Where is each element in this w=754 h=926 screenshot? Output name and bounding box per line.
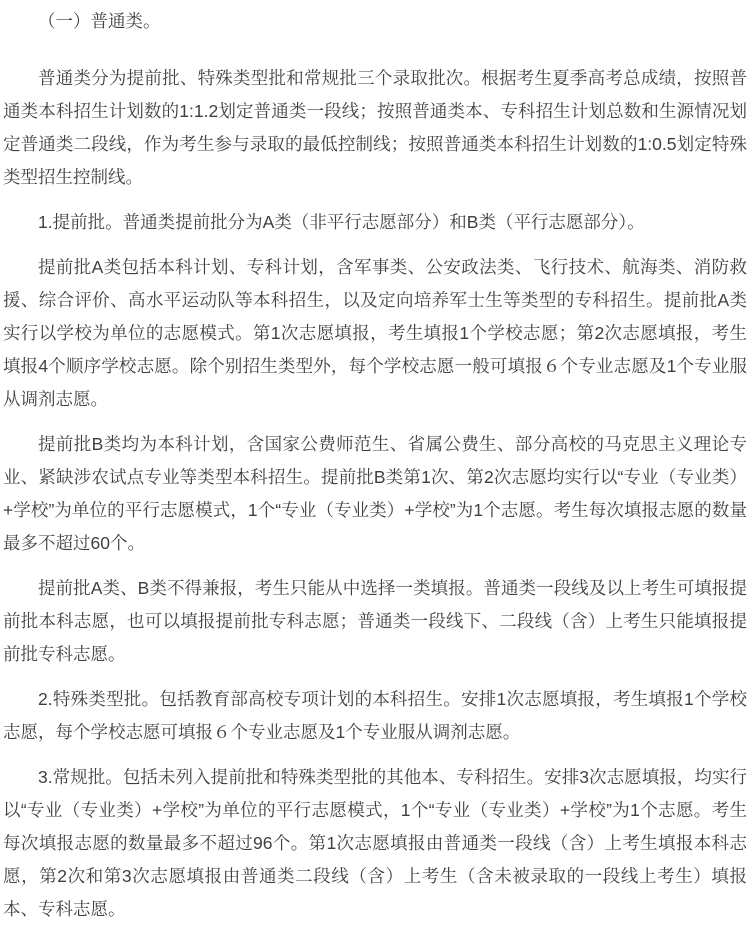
paragraph-batch-overview: 普通类分为提前批、特殊类型批和常规批三个录取批次。根据考生夏季高考总成绩，按照普通类本科招生计划数的1:1.2划定普通类一段线；按照普通类本、专科招生计划总数和生源情况划定普通类二段线，作为考生参与录取的最低控制线；按照普通类本科招生计划数的1:0.5划定特殊类型招生控制线。: [3, 68, 747, 187]
paragraph-special-type-batch: 2.特殊类型批。包括教育部高校专项计划的本科招生。安排1次志愿填报，考生填报1个学校志愿，每个学校志愿可填报６个专业志愿及1个专业服从调剂志愿。: [3, 689, 747, 742]
paragraph-early-batch-intro: 1.提前批。普通类提前批分为A类（非平行志愿部分）和B类（平行志愿部分）。: [38, 212, 645, 232]
paragraph-regular-batch: 3.常规批。包括未列入提前批和特殊类型批的其他本、专科招生。安排3次志愿填报，均实行以“专业（专业类）+学校”为单位的平行志愿模式，1个“专业（专业类）+学校”为1个志愿。考生每次填报志愿的数量最多不超过96个。第1次志愿填报由普通类一段线（含）上考生填报本科志愿，第2次和第3次志愿填报由普通类二段线（含）上考生（含未被录取的一段线上考生）填报本、专科志愿。: [3, 767, 747, 919]
paragraph-early-batch-b: 提前批B类均为本科计划，含国家公费师范生、省属公费生、部分高校的马克思主义理论专业、紧缺涉农试点专业等类型本科招生。提前批B类第1次、第2次志愿均实行以“专业（专业类）+学校”为单位的平行志愿模式，1个“专业（专业类）+学校”为1个志愿。考生每次填报志愿的数量最多不超过60个。: [3, 434, 747, 553]
section-heading: （一）普通类。: [38, 11, 161, 31]
paragraph-early-batch-a: 提前批A类包括本科计划、专科计划，含军事类、公安政法类、飞行技术、航海类、消防救援、综合评价、高水平运动队等本科招生，以及定向培养军士生等类型的专科招生。提前批A类实行以学校为单位的志愿模式。第1次志愿填报，考生填报1个学校志愿；第2次志愿填报，考生填报4个顺序学校志愿。除个别招生类型外，每个学校志愿一般可填报６个专业志愿及1个专业服从调剂志愿。: [3, 257, 747, 409]
paragraph-early-batch-restrictions: 提前批A类、B类不得兼报，考生只能从中选择一类填报。普通类一段线及以上考生可填报提前批本科志愿，也可以填报提前批专科志愿；普通类一段线下、二段线（含）上考生只能填报提前批专科志愿。: [3, 578, 747, 664]
